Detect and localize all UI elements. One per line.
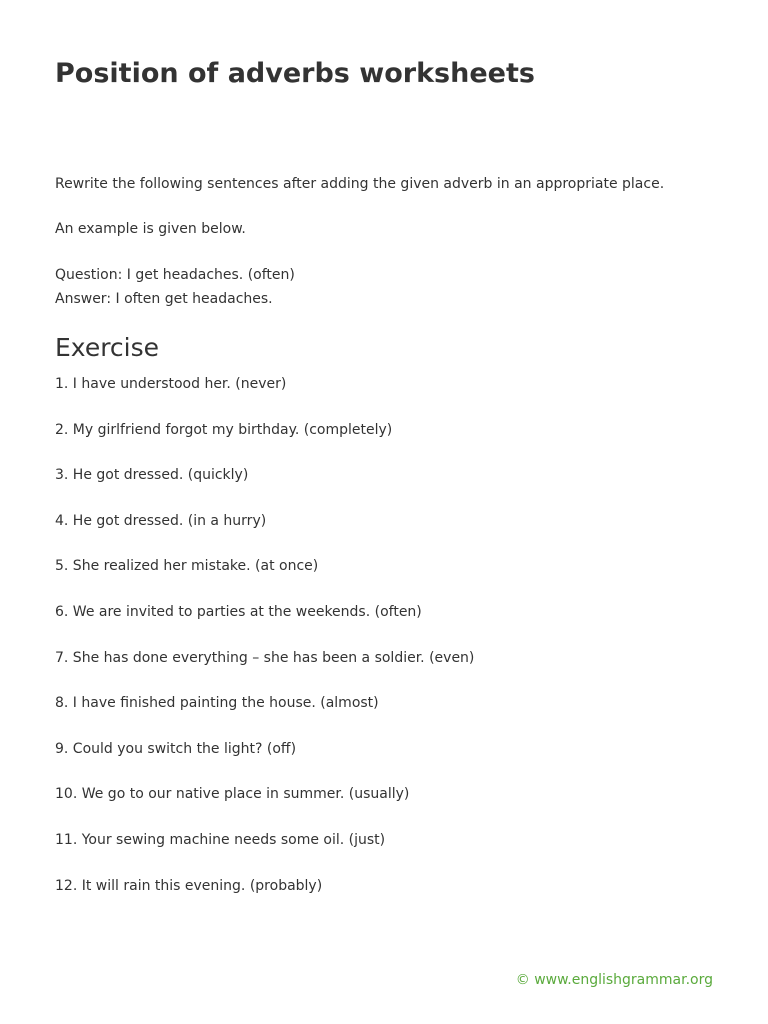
exercise-item: 4. He got dressed. (in a hurry) <box>55 512 267 529</box>
example-block <box>55 263 715 311</box>
exercise-item: 2. My girlfriend forgot my birthday. (completely) <box>55 421 393 438</box>
exercise-list <box>55 373 715 920</box>
exercise-item: 5. She realized her mistake. (at once) <box>55 558 319 575</box>
exercise-item: 7. She has done everything – she has been a soldier. (even) <box>55 649 475 666</box>
page-title: Position of adverbs worksheets <box>55 58 535 89</box>
exercise-item: 12. It will rain this evening. (probably) <box>55 877 323 894</box>
exercise-item: 1. I have understood her. (never) <box>55 376 287 392</box>
example-answer: Answer: I often get headaches. <box>55 291 273 307</box>
exercise-item: 11. Your sewing machine needs some oil. (just) <box>55 831 386 848</box>
instructions-section <box>55 173 715 311</box>
exercise-item: 8. I have finished painting the house. (almost) <box>55 695 379 712</box>
footer-copyright-link[interactable]: © www.englishgrammar.org <box>515 972 713 988</box>
exercise-item: 10. We go to our native place in summer. (usually) <box>55 786 410 803</box>
example-question: Question: I get headaches. (often) <box>55 267 295 283</box>
instruction-text: Rewrite the following sentences after adding the given adverb in an appropriate place. <box>55 176 665 192</box>
exercise-item: 9. Could you switch the light? (off) <box>55 740 297 757</box>
example-intro-text: An example is given below. <box>55 221 246 237</box>
exercise-heading: Exercise <box>55 333 160 362</box>
exercise-item: 3. He got dressed. (quickly) <box>55 467 249 484</box>
exercise-item: 6. We are invited to parties at the weekends. (often) <box>55 603 422 620</box>
